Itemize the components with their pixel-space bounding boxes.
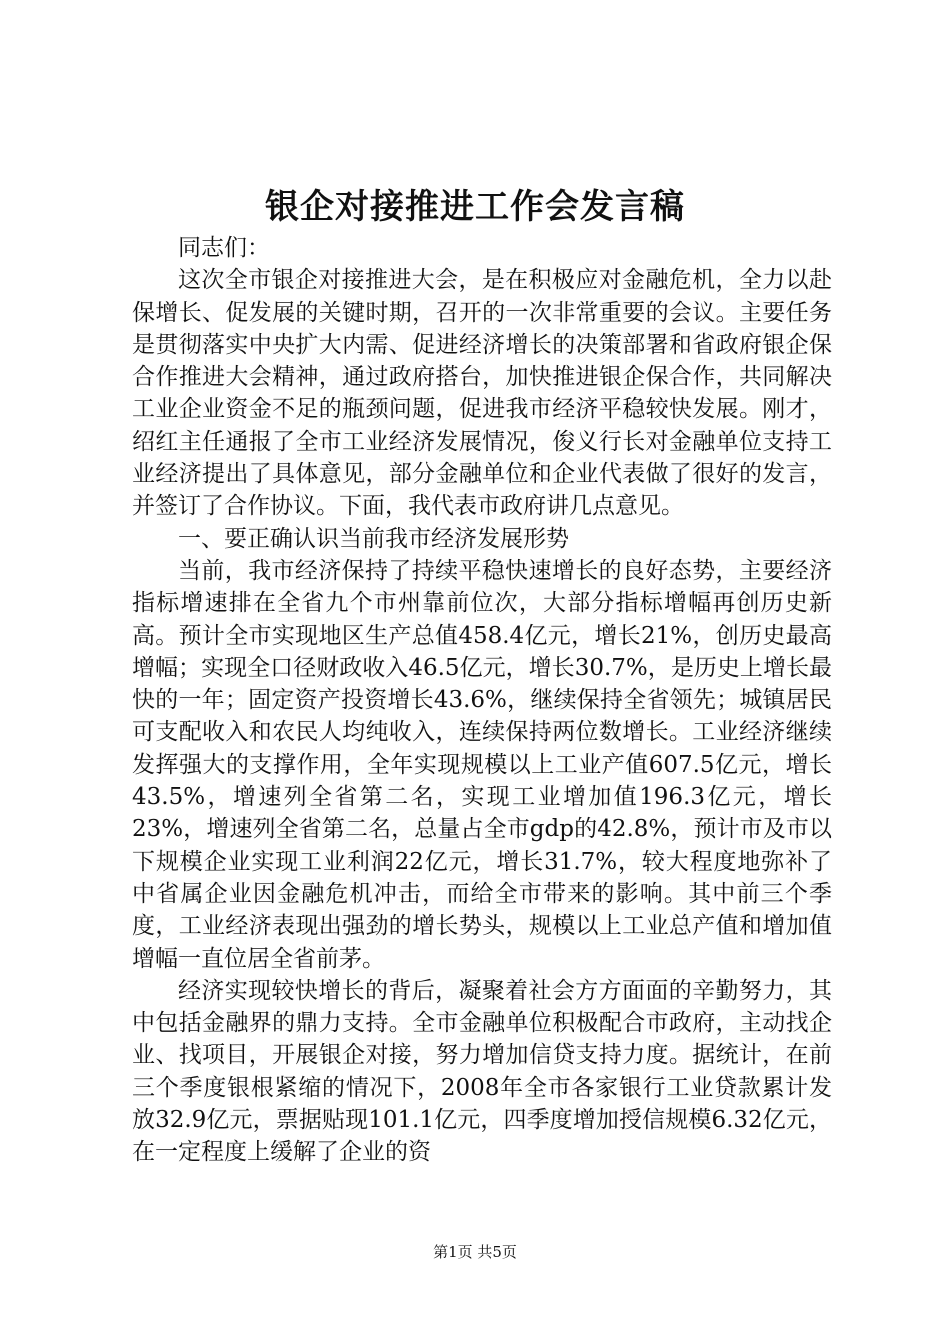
salutation-paragraph: 同志们： — [178, 235, 270, 261]
document-title: 银企对接推进工作会发言稿 — [265, 187, 685, 227]
section-heading: 一、要正确认识当前我市经济发展形势 — [178, 525, 569, 552]
page-footer: 第1页 共5页 — [433, 1243, 517, 1261]
document-body — [132, 232, 832, 1169]
finance-paragraph: 经济实现较快增长的背后，凝聚着社会方方面面的辛勤努力，其中包括金融界的鼎力支持。全市金融单位积极配合市政府，主动找企业、找项目，开展银企对接，努力增加信贷支持力度。据统计，在前三个季度银根紧缩的情况下，2008年全市各家银行工业贷款累计发放32.9亿元，票据贴现101.1亿元，四季度增加授信规模6.32亿元，在一定程度上缓解了企业的资 — [132, 977, 832, 1166]
economy-paragraph: 当前，我市经济保持了持续平稳快速增长的良好态势，主要经济指标增速排在全省九个市州靠前位次，大部分指标增幅再创历史新高。预计全市实现地区生产总值458.4亿元，增长21%，创历史最高增幅；实现全口径财政收入46.5亿元，增长30.7%，是历史上增长最快的一年；固定资产投资增长43.6%，继续保持全省领先；城镇居民可支配收入和农民人均纯收入，连续保持两位数增长。工业经济继续发挥强大的支撑作用，全年实现规模以上工业产值607.5亿元，增长43.5%，增速列全省第二名，实现工业增加值196.3亿元，增长23%，增速列全省第二名，总量占全市gdp的42.8%，预计市及市以下规模企业实现工业利润22亿元，增长31.7%，较大程度地弥补了中省属企业因金融危机冲击，而给全市带来的影响。其中前三个季度，工业经济表现出强劲的增长势头，规模以上工业总产值和增加值增幅一直位居全省前茅。 — [132, 557, 832, 972]
intro-paragraph: 这次全市银企对接推进大会，是在积极应对金融危机，全力以赴保增长、促发展的关键时期，召开的一次非常重要的会议。主要任务是贯彻落实中央扩大内需、促进经济增长的决策部署和省政府银企保合作推进大会精神，通过政府搭台，加快推进银企保合作，共同解决工业企业资金不足的瓶颈问题，促进我市经济平稳较快发展。刚才，绍红主任通报了全市工业经济发展情况，俊义行长对金融单位支持工业经济提出了具体意见，部分金融单位和企业代表做了很好的发言，并签订了合作协议。下面，我代表市政府讲几点意见。 — [132, 267, 832, 520]
